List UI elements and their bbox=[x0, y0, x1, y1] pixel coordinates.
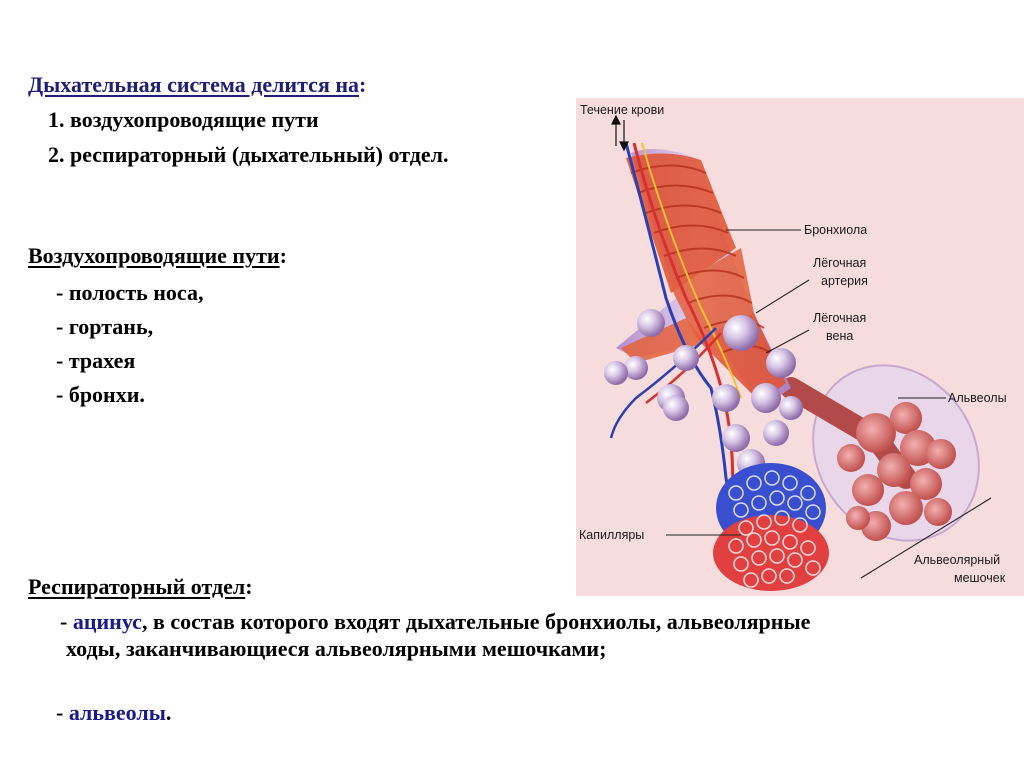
airways-item: - гортань, bbox=[56, 314, 154, 339]
intro-item-1: 1. воздухопроводящие пути bbox=[48, 107, 319, 132]
label-pulmonary-vein-line1: Лёгочная bbox=[813, 311, 867, 325]
airways-item: - бронхи. bbox=[56, 382, 145, 407]
airways-heading: Воздухопроводящие пути bbox=[28, 243, 280, 268]
acinus-description: , в состав которого входят дыхательные бронхиолы, альвеолярные ходы, заканчивающиеся альвеолярными мешочками; bbox=[66, 609, 811, 661]
label-alveoli: Альвеолы bbox=[948, 391, 1007, 405]
intro-item-2: 2. респираторный (дыхательный) отдел. bbox=[48, 142, 449, 167]
label-pulmonary-artery-line2: артерия bbox=[821, 274, 868, 288]
acinus-dash: - bbox=[60, 609, 73, 634]
label-capillaries: Капилляры bbox=[579, 528, 645, 542]
label-pulmonary-vein-line2: вена bbox=[826, 329, 854, 343]
airways-item: - полость носа, bbox=[56, 280, 204, 305]
respiratory-heading-colon: : bbox=[245, 574, 253, 599]
airways-item: - трахея bbox=[56, 348, 136, 373]
intro-heading: Дыхательная система делится на bbox=[28, 72, 360, 97]
label-pulmonary-artery-line1: Лёгочная bbox=[813, 256, 867, 270]
label-alveolar-sac-line1: Альвеолярный bbox=[914, 553, 1001, 567]
airways-heading-line bbox=[28, 243, 287, 269]
alveoli-dash: - bbox=[56, 700, 69, 725]
intro-heading-line bbox=[28, 72, 366, 98]
acinus-paragraph bbox=[60, 608, 866, 662]
respiratory-heading-line bbox=[28, 574, 253, 600]
alveoli-line bbox=[56, 700, 171, 726]
label-bronchiole: Бронхиола bbox=[804, 223, 868, 237]
acinus-term: ацинус bbox=[72, 609, 142, 634]
alveoli-term: альвеолы bbox=[68, 700, 166, 725]
airways-heading-colon: : bbox=[279, 243, 287, 268]
capillary-network bbox=[713, 463, 829, 591]
label-blood-flow: Течение крови bbox=[580, 103, 665, 117]
bronchiole-alveoli-illustration bbox=[576, 98, 1024, 596]
alveoli-end: . bbox=[165, 700, 172, 725]
label-alveolar-sac-line2: мешочек bbox=[954, 571, 1006, 585]
intro-heading-colon: : bbox=[359, 72, 367, 97]
respiratory-heading: Респираторный отдел bbox=[28, 574, 246, 599]
